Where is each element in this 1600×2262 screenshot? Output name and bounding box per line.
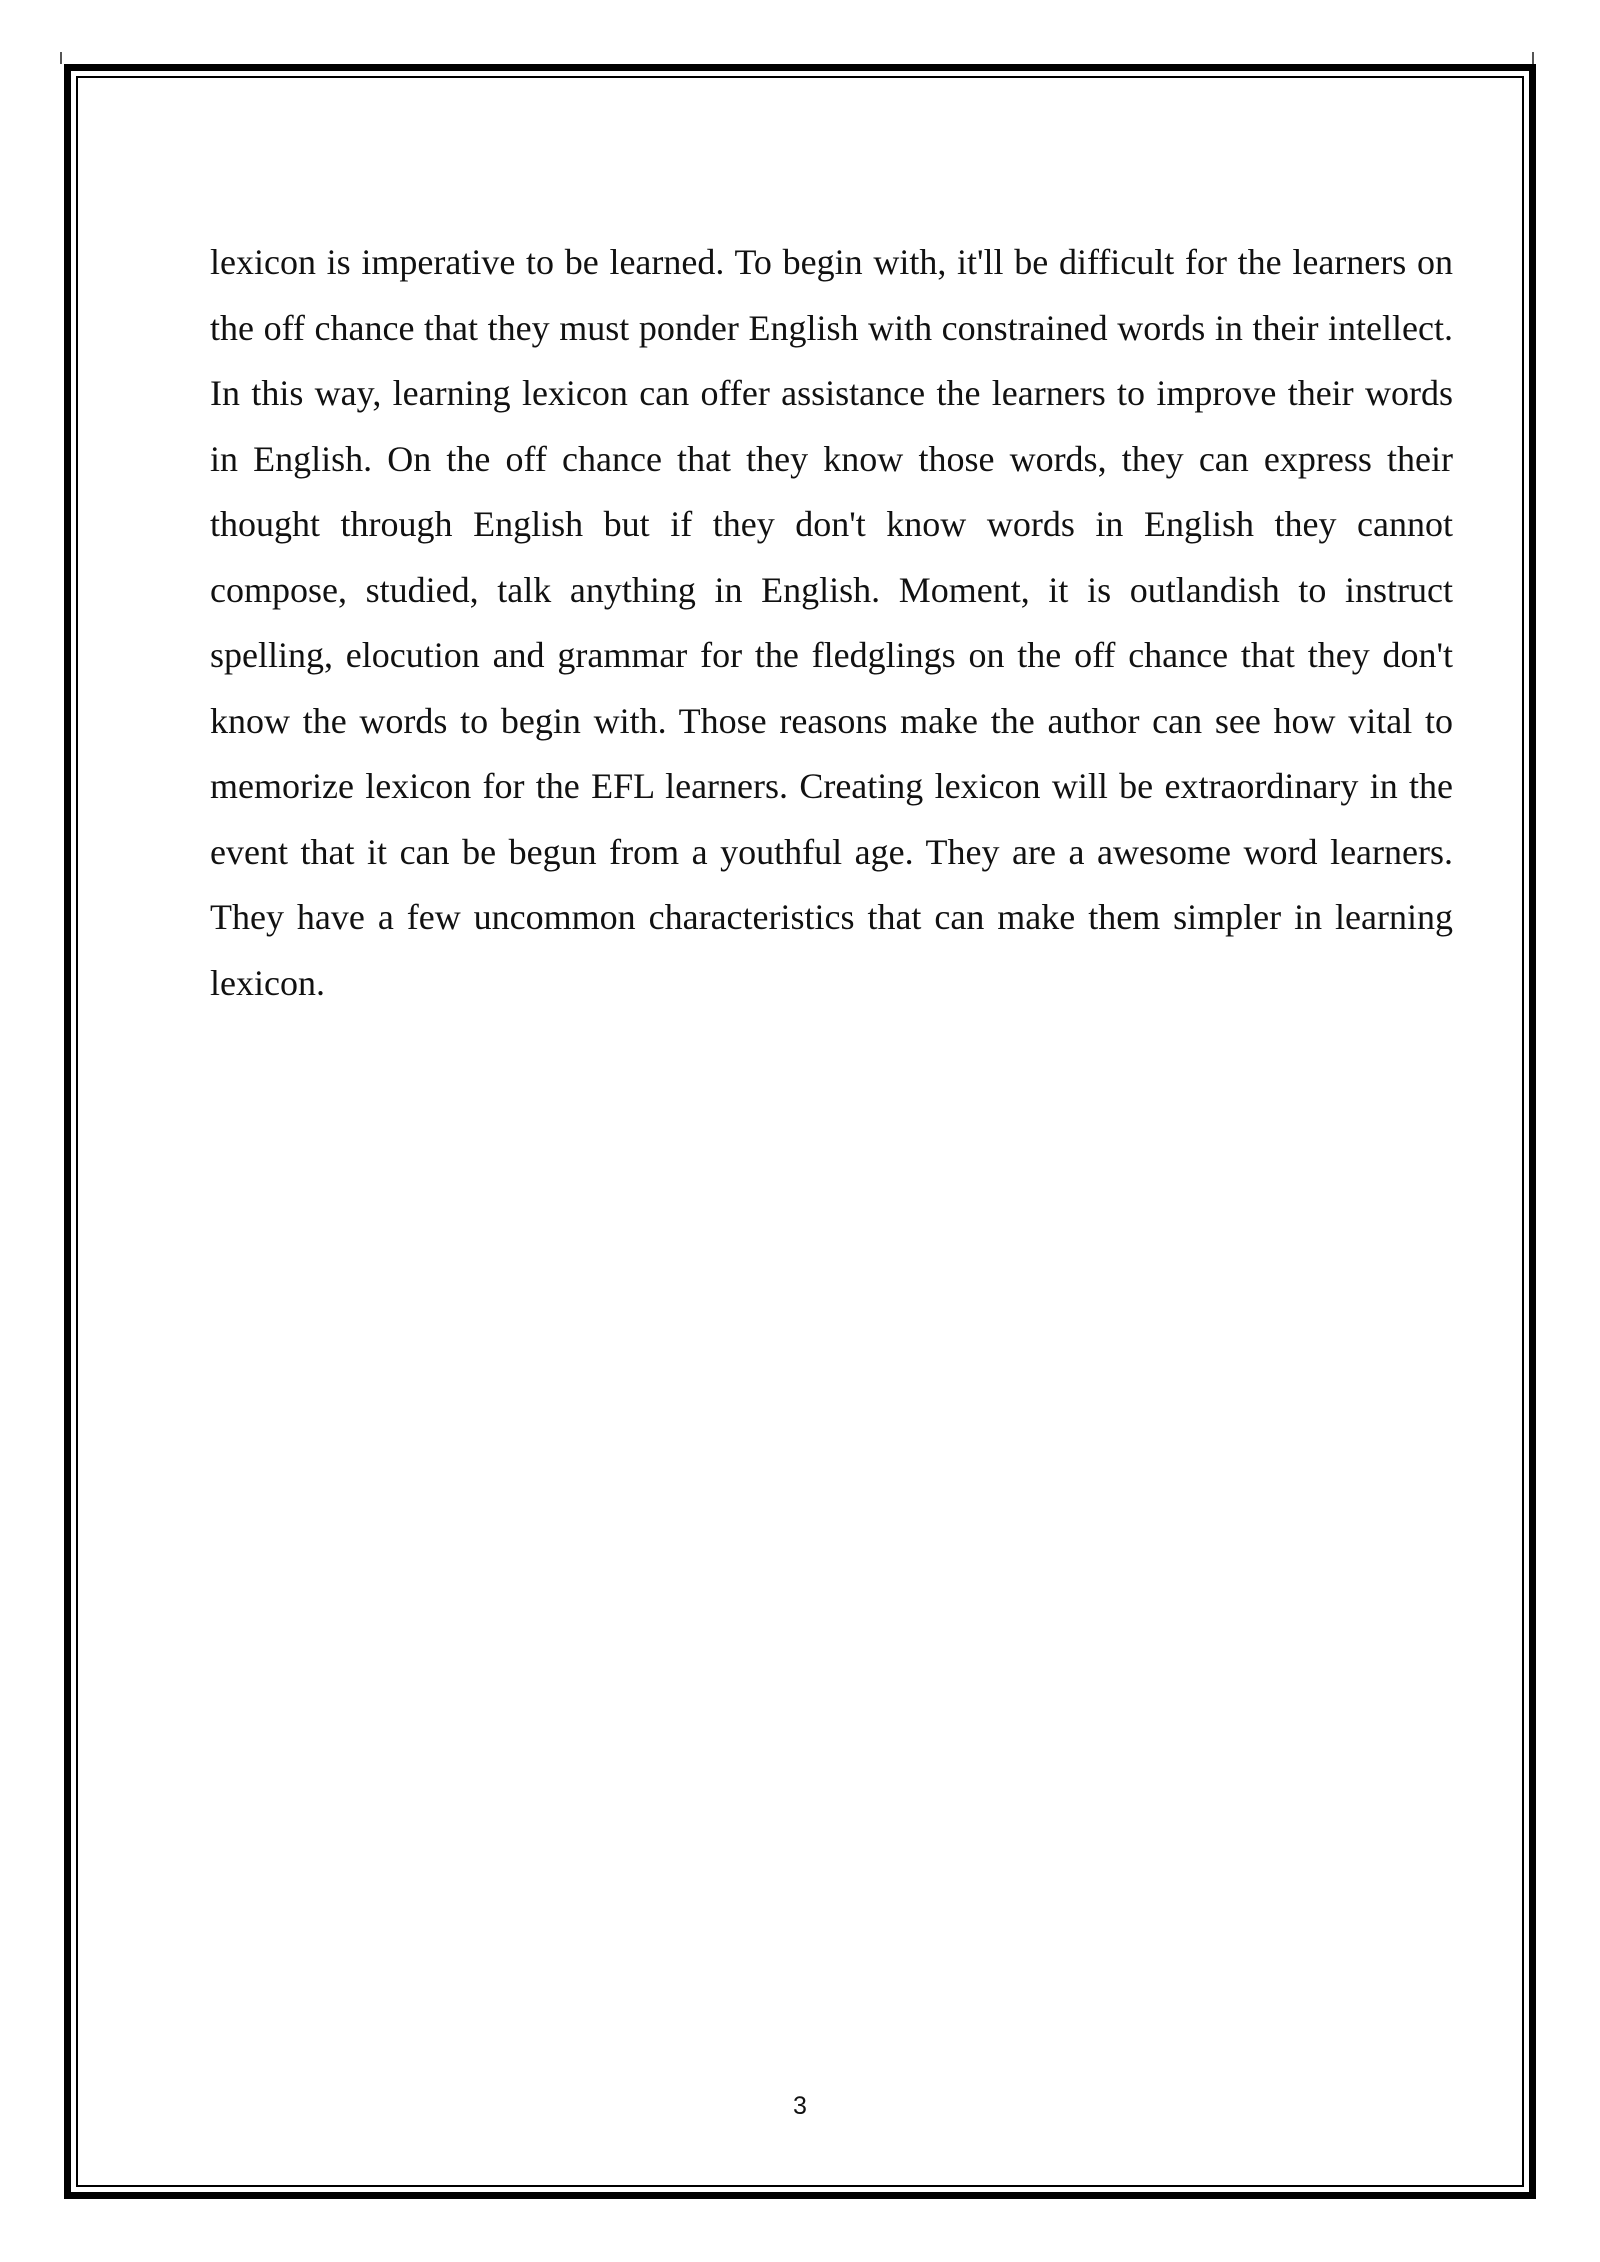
page-number: 3 [793,2092,807,2120]
corner-mark-right [1532,52,1534,64]
corner-mark-left [60,52,62,64]
body-paragraph: lexicon is imperative to be learned. To begin with, it'll be difficult for the learners on the off chance that they must ponder English with constrained words in their intellect. In this way, learning lexicon can offer assistance the learners to improve their words in English. On the off chance that they know those words, they can express their thought through English but if they don't know words in English they cannot compose, studied, talk anything in English. Moment, it is outlandish to instruct spelling, elocution and grammar for the fledglings on the off chance that they don't know the words to begin with. Those reasons make the author can see how vital to memorize lexicon for the EFL learners. Creating lexicon will be extraordinary in the event that it can be begun from a youthful age. They are a awesome word learners. They have a few uncommon characteristics that can make them simpler in learning lexicon. [210,242,1453,1003]
